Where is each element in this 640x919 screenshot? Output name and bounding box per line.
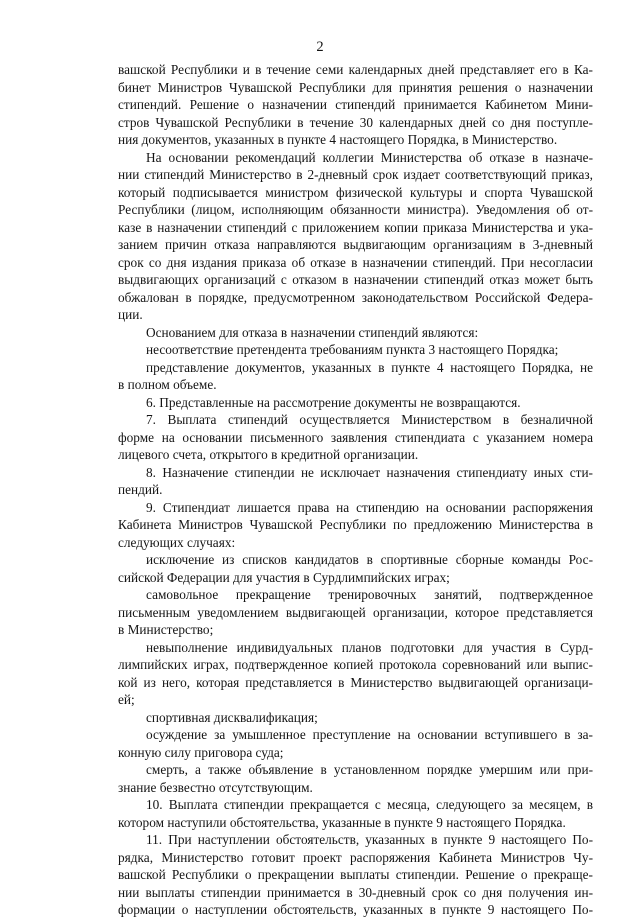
text-line: следующих случаях: [118, 534, 236, 550]
text-line: Республики (лицом, исполняющим обязанности министра). Уведомления об от- [118, 202, 593, 217]
text-line: 9. Стипендиат лишается права на стипендию на основании распоряжения [146, 499, 593, 515]
text-line: 6. Представленные на рассмотрение документы не возвращаются. [146, 394, 521, 410]
text-line: 8. Назначение стипендии не исключает назначения стипендиату иных сти- [146, 464, 593, 480]
document-body [118, 61, 593, 919]
text-line: конную силу приговора суда; [118, 744, 284, 760]
text-line: ей; [118, 692, 135, 707]
text-line: нии выплаты стипендии принимается в 30-дневный срок со дня получения ин- [118, 884, 593, 900]
text-line: 11. При наступлении обстоятельств, указанных в пункте 9 настоящего По- [146, 832, 593, 847]
text-line: занием причин отказа направляются выдвигающим организациям в 3-дневный [118, 237, 593, 252]
text-line: нии стипендий Министерство в 2-дневный срок издает соответствующий приказ, [118, 167, 593, 182]
text-line: лицевого счета, открытого в кредитной организации. [118, 447, 419, 462]
text-line: в полном объеме. [118, 377, 217, 392]
text-line: вашской Республики о прекращении выплаты стипендии. Решение о прекраще- [118, 867, 593, 882]
page-number: 2 [316, 39, 324, 55]
text-line: 10. Выплата стипендии прекращается с месяца, следующего за месяцем, в [146, 797, 593, 812]
text-line: смерть, а также объявление в установленном порядке умершим или при- [146, 762, 593, 777]
text-line: осуждение за умышленное преступление на основании вступившего в за- [146, 727, 593, 742]
text-line: срок со дня издания приказа об отказе в назначении стипендий. При несогласии [118, 254, 593, 270]
text-line: 7. Выплата стипендий осуществляется Министерством в безналичной [146, 412, 593, 427]
text-line: исключение из списков кандидатов в спортивные сборные команды Рос- [146, 552, 593, 567]
text-line: представление документов, указанных в пункте 4 настоящего Порядка, не [146, 359, 593, 375]
text-line: знание безвестно отсутствующим. [118, 779, 313, 795]
text-line: невыполнение индивидуальных планов подготовки для участия в Сурд- [146, 639, 593, 655]
text-line: формации о наступлении обстоятельств, указанных в пункте 9 настоящего По- [118, 902, 593, 917]
text-line: бинет Министров Чувашской Республики для принятия решения о назначении [118, 79, 593, 95]
text-line: стров Чувашской Республики в течение 30 календарных дней со дня поступле- [118, 114, 593, 130]
text-line: в Министерство; [118, 622, 214, 637]
text-line: стипендий. Решение о назначении стипендий принимается Кабинетом Мини- [118, 97, 593, 112]
text-line: обжалован в порядке, предусмотренном законодательством Российской Федера- [118, 289, 593, 305]
text-line: который подписывается министром физической культуры и спорта Чувашской [118, 184, 593, 200]
text-line: казе в назначении стипендий с приложением копии приказа Министерства и ука- [118, 219, 593, 235]
text-line: сийской Федерации для участия в Сурдлимпийских играх; [118, 569, 450, 585]
text-line: котором наступили обстоятельства, указанные в пункте 9 настоящего Порядка. [118, 814, 566, 830]
text-line: форме на основании письменного заявления стипендиата с указанием номера [118, 429, 593, 445]
text-line: ния документов, указанных в пункте 4 настоящего Порядка, в Министерство. [118, 132, 558, 147]
text-line: кой из него, которая представляется в Министерство выдвигающей организаци- [118, 674, 593, 690]
text-line: письменным уведомлением выдвигающей организации, которое представляется [118, 604, 593, 620]
text-line: лимпийских играх, подтвержденное копией протокола соревнований или выпис- [118, 657, 593, 672]
text-line: пендий. [118, 482, 163, 497]
text-line: рядка, Министерство готовит проект распоряжения Кабинета Министров Чу- [118, 849, 593, 865]
text-line: ции. [118, 307, 143, 322]
text-line: Основанием для отказа в назначении стипендий являются: [146, 324, 479, 340]
text-line: спортивная дисквалификация; [146, 709, 318, 725]
text-line: самовольное прекращение тренировочных занятий, подтвержденное [146, 587, 593, 602]
text-line: На основании рекомендаций коллегии Министерства об отказе в назначе- [146, 149, 593, 165]
text-line: несоответствие претендента требованиям пункта 3 настоящего Порядка; [146, 342, 559, 357]
text-line: выдвигающих организаций с отказом в назначении стипендий отказ может быть [118, 272, 593, 287]
text-line: Кабинета Министров Чувашской Республики по предложению Министерства в [118, 517, 593, 532]
text-line: вашской Республики и в течение семи календарных дней представляет его в Ка- [118, 62, 593, 77]
